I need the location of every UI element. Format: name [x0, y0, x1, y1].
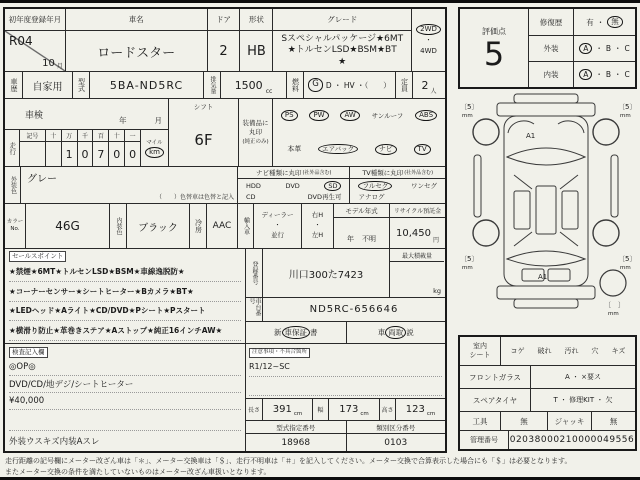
chassis-label: 車台番号 [248, 298, 261, 316]
first-reg-month-unit: 月 [56, 63, 63, 70]
main-table [3, 7, 447, 453]
first-reg-era: R04 [9, 34, 33, 48]
equipment-cell [272, 99, 445, 166]
nav-tv-cell [237, 167, 445, 203]
ext-color-cell [20, 167, 237, 203]
equip-pw-circled: PW [309, 110, 328, 121]
mileage-digit: 7 [92, 142, 108, 166]
type-no-label: 型式指定番号 [276, 423, 316, 432]
equip-navi-circled: ナビ [375, 144, 397, 155]
int-color-label: 内装色 [109, 204, 126, 248]
model-year-cell [334, 218, 389, 248]
grade-value [273, 31, 411, 71]
warranty-pre: 新 [274, 328, 282, 337]
color-no-label [5, 204, 25, 248]
color-no-label-2: No. [10, 226, 20, 232]
ext-color-note: （ ）色替車は色替と記入 [155, 194, 234, 201]
import-handle-cell [301, 204, 333, 248]
inspector-bottom: 外装ウスキズ内装Aスレ [9, 437, 100, 447]
mileage-label: 走行 [8, 141, 17, 155]
mileage-digit: 0 [124, 142, 140, 166]
mileage-col: 千 [77, 130, 93, 141]
import-sep1: ・ [274, 221, 281, 230]
notes-label: 注意事項・不具合箇所 [249, 348, 310, 358]
inspection-year-unit: 年 [119, 116, 127, 125]
fuel-gasoline-circled: G [308, 78, 323, 91]
manual-cell [346, 322, 446, 343]
exterior-grade-cell [573, 36, 635, 61]
interior-label: 内装 [543, 70, 559, 79]
shift-value: 6F [194, 131, 213, 149]
drive-2wd-circled: 2WD [416, 24, 441, 35]
interior-grade-cell [573, 62, 635, 87]
mileage-col-sign: 記号 [26, 133, 39, 140]
class-no-value: 0103 [346, 434, 446, 451]
ac-value: AAC [206, 204, 237, 248]
mileage-grid [19, 130, 140, 166]
grade-line1: Sスペシャルパッケージ★6MT [281, 34, 404, 45]
first-reg-month: 10 [42, 58, 55, 69]
equip-abs-circled: ABS [415, 110, 437, 121]
sales-points-label: セールスポイント [9, 251, 66, 262]
repair-no-circled: 無 [607, 16, 623, 28]
interior-c: C [624, 70, 630, 79]
spare-tire-value: T ・ 修理KIT ・ 欠 [530, 389, 635, 411]
mileage-unit-km-circled: km [145, 147, 164, 158]
score-cell [460, 9, 528, 87]
length-label: 長さ [247, 407, 260, 414]
tread-fr-unit: mm [620, 113, 631, 119]
int-color-value: ブラック [126, 204, 189, 248]
sales-points-box [5, 249, 245, 343]
seat-tear: 破れ [537, 347, 552, 355]
car-name-label: 車名 [66, 9, 207, 31]
equip-aw-circled: AW [340, 110, 359, 121]
model-year-value: 不明 [362, 235, 376, 243]
import-label: 輸入車 [237, 204, 253, 248]
nav-cd: CD [246, 192, 256, 201]
drive-sep: ・ [425, 36, 433, 45]
width-label: 幅 [312, 399, 328, 420]
mileage-col: 百 [92, 130, 108, 141]
nav-dvd: DVD [285, 181, 300, 190]
shape-label: 形状 [240, 9, 272, 31]
model-year-prefix: 年 [347, 235, 354, 243]
color-no-value: 46G [25, 204, 109, 248]
mileage-digit [45, 142, 61, 166]
equipment-label [238, 99, 272, 166]
ac-label: 冷房 [189, 204, 206, 248]
seat-scratch: キズ [611, 347, 626, 355]
spare-tire-label: スペアタイヤ [472, 395, 518, 405]
mileage-digit: 0 [77, 142, 93, 166]
tread-fl-unit: mm [462, 113, 473, 119]
manual-post: 説 [406, 328, 414, 337]
import-dealer: ディーラー [261, 211, 294, 220]
shift-label: シフト [193, 103, 214, 111]
capacity-cell [412, 72, 445, 98]
door-label: ドア [208, 9, 240, 31]
car-diagram [458, 91, 637, 331]
type-no-value: 18968 [281, 437, 311, 448]
nav-type-cell [238, 179, 349, 203]
tv-analog: アナログ [358, 193, 385, 202]
warranty-post: 書 [310, 328, 318, 337]
notes-blank [249, 377, 442, 396]
manual-pre: 車 [377, 328, 386, 337]
mileage-sign [20, 142, 45, 166]
score-value: 5 [483, 35, 505, 73]
notes-value: R1/12~SC [249, 358, 442, 377]
nav-hdd: HDD [246, 181, 261, 190]
door-value: 2 [219, 43, 228, 59]
color-import-row [5, 203, 445, 248]
inspector-line1: ◎OP◎ [9, 359, 241, 376]
repair-label: 修復歴 [539, 17, 563, 27]
tv-type-cell [349, 179, 445, 203]
tread-rr-unit: mm [620, 265, 631, 271]
max-load-unit: kg [433, 287, 441, 295]
sales-line: ★コーナーセンサー★シートヒーター★Bカメラ★BT★ [9, 282, 241, 302]
car-top-view [458, 91, 637, 331]
capacity-unit: 人 [430, 88, 437, 95]
sep: ・ [614, 70, 622, 79]
inspector-box [5, 344, 245, 451]
sales-line: ★LEDヘッド★Aライト★CD/DVD★Pシート★Pスタート [9, 302, 241, 322]
seat-items [500, 337, 635, 365]
seat-stain: 汚れ [564, 347, 579, 355]
grade-line3: ★ [338, 56, 347, 67]
inspection-date-cell [63, 99, 168, 129]
jack-value: 無 [591, 412, 635, 430]
color-no-label-1: カラー [6, 218, 24, 225]
displacement-unit: cc [265, 88, 273, 95]
handle-left: 左H [311, 230, 324, 239]
width-value: 173 [339, 404, 359, 415]
mileage-unit-cell [140, 130, 168, 166]
equipment-label-2: 丸印 [249, 128, 262, 137]
color-nav-row [5, 166, 445, 203]
tv-type-header [349, 167, 445, 178]
mileage-col: 十 [108, 130, 124, 141]
inspection-label: 車検 [24, 110, 43, 121]
ext-color-value: グレー [27, 174, 57, 185]
displacement-label: 排気量 [203, 72, 220, 98]
mileage-digit: 1 [61, 142, 77, 166]
warranty-circled: 車保証 [282, 326, 311, 340]
shape-value: HB [247, 43, 266, 59]
mgmt-no-value: 02038000210000049556 [508, 431, 635, 449]
model-code-label: 型式 [72, 72, 89, 98]
nav-type-header [238, 167, 349, 178]
height-cell [395, 399, 445, 420]
footer-notes [5, 456, 637, 478]
inspection-month-unit: 月 [154, 116, 162, 125]
tools-label: 工具 [472, 416, 488, 426]
length-cell [262, 399, 312, 420]
seat-label-1: 室内 [473, 341, 487, 350]
spare-tread-unit: mm [608, 311, 619, 317]
seat-label [460, 337, 500, 365]
sales-line: ★禁煙★6MT★トルセンLSD★BSM★車線逸脱防★ [9, 262, 241, 282]
exterior-c: C [624, 44, 630, 53]
height-label: 高さ [379, 399, 395, 420]
fuel-options: D ・ HV ・（ ） [325, 80, 391, 90]
fuel-cell [303, 72, 395, 98]
repair-cell [573, 9, 635, 35]
sep: ・ [595, 70, 603, 79]
class-no-label: 類別区分番号 [346, 421, 446, 433]
chassis-no: ND5RC-656646 [262, 298, 445, 321]
interior-b: B [605, 70, 612, 79]
windshield-label: フロントガラス [468, 372, 522, 382]
nav-sd-circled: SD [324, 181, 341, 191]
inspector-dims-row [5, 343, 445, 451]
score-label: 評価点 [482, 27, 506, 36]
recycle-unit: 円 [432, 237, 439, 244]
equip-tv-circled: TV [414, 144, 431, 155]
sep: ・ [595, 44, 603, 53]
recycle-cell [390, 218, 445, 248]
mgmt-no-label: 管理番号 [470, 436, 498, 444]
tv-fullseg-circled: フルセグ [358, 181, 392, 191]
displacement-cell [220, 72, 286, 98]
tread-fr: 〔5〕 [618, 103, 637, 111]
car-name: ロードスター [97, 45, 176, 61]
nav-type-note: (社外品含む) [302, 170, 332, 176]
equip-sunroof: サンルーフ [371, 112, 404, 121]
tread-rr: 〔5〕 [618, 255, 637, 263]
tv-type-title: TV種類に丸印 [362, 169, 404, 177]
mileage-col: 万 [61, 130, 77, 141]
equipment-label-3: (純正のみ) [242, 139, 269, 146]
import-dealer-cell [253, 204, 301, 248]
warranty-cell [246, 322, 346, 343]
mileage-col: 一 [124, 130, 140, 141]
nav-dvd-play: DVD再生可 [307, 193, 342, 202]
exterior-a-circled: A [579, 43, 592, 55]
tv-oneseg: ワンセグ [411, 182, 437, 191]
height-value: 123 [405, 404, 425, 415]
tread-fl: 〔5〕 [460, 103, 479, 111]
grade-line2: ★トルセンLSD★BSM★BT [287, 45, 397, 56]
tread-rl: 〔5〕 [460, 255, 479, 263]
reg-no-value: 川口300た7423 [262, 249, 389, 297]
tv-type-note: (社外品含む) [404, 170, 434, 176]
handle-right: 右H [311, 211, 324, 220]
inspector-line2: DVD/CD/地デジ/シートヒーター [9, 376, 241, 393]
exterior-label: 外装 [543, 44, 559, 53]
mileage-unit-mile: マイル [146, 139, 163, 146]
equipment-label-1: 装備品に [242, 118, 269, 127]
tread-rl-unit: mm [462, 265, 473, 271]
dims-row [246, 398, 445, 420]
mileage-equipment-row [5, 98, 445, 166]
drive-cell [411, 9, 445, 71]
repair-yes: 有 [586, 17, 594, 27]
first-reg-cell [5, 31, 65, 71]
length-value: 391 [272, 404, 292, 415]
first-reg-label: 初年度登録年月 [5, 9, 65, 31]
mileage-col: 十 [45, 130, 61, 141]
damage-mark-rear: A1 [538, 273, 548, 281]
capacity-label: 定員 [395, 72, 412, 98]
repair-sep: ・ [596, 17, 605, 27]
footer-line1: 走行距離の記号欄にメーター改ざん車は「＊」、メーター交換車は「＄」、走行不明車は「＃」を記入してください。メーター交換で合算表示した場合にも「＄」は必要となります。 [5, 457, 572, 465]
notes-box [246, 344, 445, 398]
drive-4wd: 4WD [420, 46, 437, 55]
seat-label-2: シート [469, 351, 491, 359]
identity-row [5, 9, 445, 71]
width-cell [328, 399, 379, 420]
sales-registration-row [5, 248, 445, 343]
tools-value: 無 [500, 412, 547, 430]
length-unit: cm [293, 411, 303, 417]
import-parallel: 並行 [271, 230, 284, 239]
sep: ・ [614, 44, 622, 53]
inspector-line3: ¥40,000 [9, 393, 241, 410]
width-unit: cm [360, 411, 369, 417]
windshield-value: A ・ ×要ス [530, 366, 635, 388]
displacement-value: 1500 [234, 78, 263, 92]
fuel-label: 燃料 [286, 72, 303, 98]
sales-line: ★横滑り防止★革巻きステア★Aストップ★純正16インチAW★ [9, 321, 241, 341]
equip-airbag-circled: エアバック [318, 144, 358, 154]
equip-leather: 本革 [287, 145, 302, 154]
nav-type-title: ナビ種類に丸印 [256, 169, 302, 177]
model-year-label: モデル年式 [334, 204, 389, 218]
capacity-value: 2 [421, 78, 429, 92]
evaluation-table [458, 7, 637, 89]
seat-burn: コゲ [510, 347, 525, 355]
equip-ps-circled: PS [281, 110, 298, 121]
exterior-b: B [605, 44, 612, 53]
history-value: 自家用 [22, 72, 72, 98]
recycle-value: 10,450 [395, 227, 431, 239]
ext-color-label: 外装色 [9, 176, 17, 194]
spare-tread: 〔 〕 [604, 301, 625, 309]
seat-hole: 穴 [591, 347, 599, 355]
inspector-label: 検査記入欄 [9, 347, 48, 358]
height-unit: cm [426, 411, 436, 417]
max-load-label: 最大積載量 [390, 249, 444, 262]
inspector-blank [9, 410, 241, 431]
manual-circled: 両取 [385, 326, 406, 340]
footer-line2: またメーター交換の条件を満たしていないものはメーター改ざん車扱いとなります。 [5, 467, 271, 476]
max-load-cell [390, 262, 444, 297]
history-label: 車歴 [10, 78, 18, 92]
model-code: 5BA-ND5RC [89, 72, 203, 98]
mileage-digit: 0 [108, 142, 124, 166]
grade-label: グレード [273, 9, 411, 31]
recycle-label: リサイクル預託金 [390, 204, 445, 218]
interior-a-circled: A [579, 69, 592, 81]
model-row [5, 71, 445, 98]
damage-mark-front: A1 [526, 132, 536, 140]
reg-no-label: 登録番号 [251, 261, 258, 285]
import-sep2: ・ [314, 221, 321, 230]
condition-table [458, 335, 637, 451]
jack-label: ジャッキ [547, 412, 591, 430]
